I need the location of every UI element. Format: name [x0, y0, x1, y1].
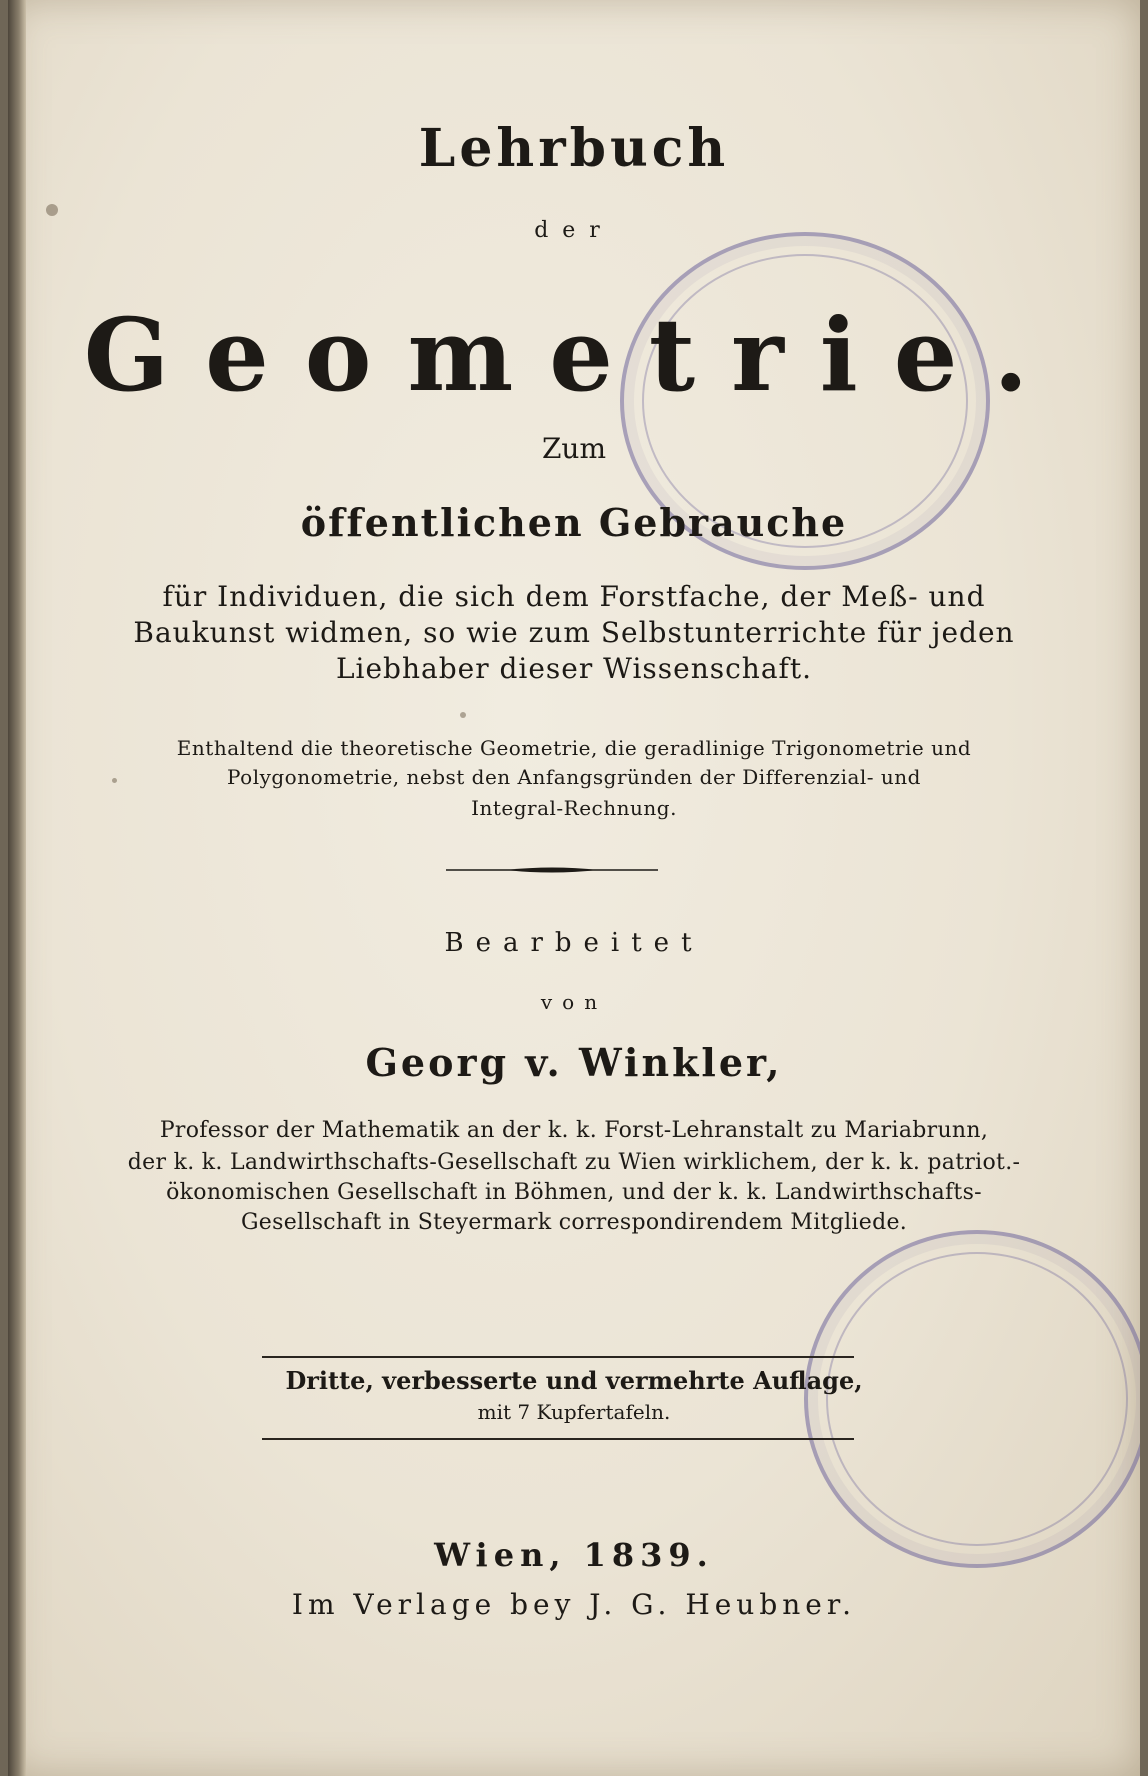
purpose-line: Baukunst widmen, so wie zum Selbstunterrichte für jeden	[133, 616, 1015, 649]
foxing-spot	[460, 712, 466, 718]
purpose-zum: Zum	[541, 432, 607, 465]
contents-line: Integral-Rechnung.	[471, 796, 677, 820]
author-affiliation-line: Professor der Mathematik an der k. k. Forst-Lehranstalt zu Mariabrunn,	[159, 1118, 989, 1143]
von-label: von	[540, 990, 608, 1014]
imprint-publisher: Im Verlage bey J. G. Heubner.	[291, 1588, 857, 1621]
title-page	[8, 0, 1140, 1776]
author-affiliation-line: Gesellschaft in Steyermark correspondirendem Mitgliede.	[240, 1210, 908, 1235]
library-stamp-bottom	[804, 1230, 1140, 1568]
ornamental-divider	[446, 866, 658, 874]
edition-rule-top	[262, 1356, 854, 1358]
purpose-gebrauch: öffentlichen Gebrauche	[300, 500, 848, 545]
author-name: Georg v. Winkler,	[365, 1040, 783, 1085]
author-affiliation-line: der k. k. Landwirthschafts-Gesellschaft zu Wien wirklichem, der k. k. patriot.-	[127, 1150, 1021, 1175]
edition-plates: mit 7 Kupfertafeln.	[477, 1400, 671, 1424]
title-geometrie: Geometrie.	[83, 296, 1065, 414]
purpose-line: Liebhaber dieser Wissenschaft.	[335, 652, 813, 685]
bearbeitet-label: Bearbeitet	[444, 928, 704, 958]
contents-line: Enthaltend die theoretische Geometrie, die geradlinige Trigonometrie und	[176, 736, 972, 760]
title-der: der	[534, 218, 614, 243]
foxing-spot	[46, 204, 58, 216]
edition-rule-bottom	[262, 1438, 854, 1440]
purpose-line: für Individuen, die sich dem Forstfache, der Meß- und	[162, 580, 986, 613]
title-lehrbuch: Lehrbuch	[418, 118, 730, 179]
book-spine-edge	[8, 0, 26, 1776]
contents-line: Polygonometrie, nebst den Anfangsgründen der Differenzial- und	[227, 765, 921, 789]
author-affiliation-line: ökonomischen Gesellschaft in Böhmen, und der k. k. Landwirthschafts-	[166, 1180, 982, 1205]
imprint-city-year: Wien, 1839.	[434, 1536, 714, 1574]
edition-statement: Dritte, verbesserte und vermehrte Auflage,	[285, 1366, 863, 1395]
